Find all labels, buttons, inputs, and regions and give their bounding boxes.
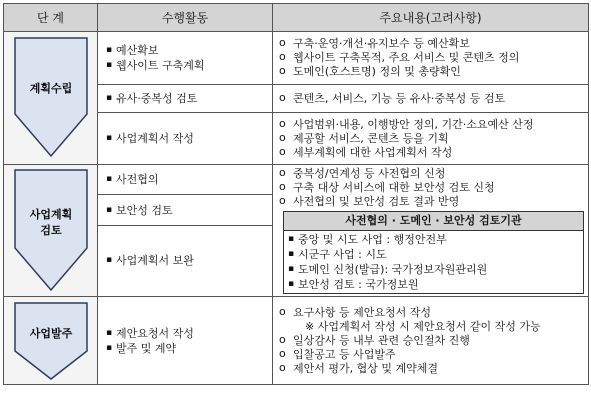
activity-item: ▪ 제안요청서 작성 (102, 326, 272, 341)
review-box-item: ▪ 중앙 및 시도 사업 : 행정안전부 (284, 232, 583, 247)
chevron-down-shape (11, 168, 91, 294)
activity-cell (98, 113, 273, 165)
stage-review (4, 165, 98, 297)
review-box-item: ▪ 시군구 사업 : 시도 (284, 247, 583, 262)
stage-label-line2: 검토 (39, 223, 62, 237)
review-box-title: 사전협의 · 도메인 · 보안성 검토기관 (284, 212, 583, 231)
content-cell (273, 85, 589, 113)
chevron-down-shape (11, 36, 91, 160)
activity-item: ▪ 웹사이트 구축계획 (102, 58, 272, 73)
activity-item: ▪ 발주 및 계약 (102, 341, 272, 356)
content-item: o 구축·운영·개선·유지보수 등 예산확보 (275, 37, 588, 51)
content-item: o 구축 대상 서비스에 대한 보안성 검토 신청 (275, 181, 588, 195)
table-row (4, 165, 589, 195)
content-cell (273, 113, 589, 165)
review-box-item: ▪ 보안성 검토 : 국가정보원 (284, 277, 583, 292)
activity-cell (98, 32, 273, 85)
activity-cell (98, 195, 273, 225)
content-item: o 도메인(호스트명) 정의 및 총량확인 (275, 65, 588, 79)
content-item: o 제안서 평가, 협상 및 계약체결 (275, 362, 588, 376)
content-cell (273, 297, 589, 385)
activity-item: ▪ 사업계획서 보완 (102, 253, 272, 268)
content-cell (273, 32, 589, 85)
table-row (4, 297, 589, 385)
activity-cell (98, 165, 273, 195)
content-item: o 중복성/연계성 등 사전협의 신청 (275, 167, 588, 181)
content-item: o 사전협의 및 보안성 검토 결과 반영 (275, 195, 588, 209)
activity-item: ▪ 예산확보 (102, 43, 272, 58)
stage-label-line1: 사업계획 (29, 207, 72, 221)
content-cell (273, 165, 589, 297)
stage-ordering (4, 297, 98, 385)
activity-cell (98, 85, 273, 113)
content-item: o 제공할 서비스, 콘텐츠 등을 기획 (275, 132, 588, 146)
activity-item: ▪ 사업계획서 작성 (102, 131, 272, 146)
content-note: ※ 사업계획서 작성 시 제안요청서 같이 작성 가능 (305, 319, 541, 333)
header-activity: 수행활동 (98, 4, 273, 32)
stage-label: 사업발주 (29, 326, 72, 340)
activity-item: ▪ 보안성 검토 (102, 203, 272, 218)
content-item: o 사업범위·내용, 이행방안 정의, 기간·소요예산 산정 (275, 118, 588, 132)
stage-planning (4, 32, 98, 165)
header-row (4, 4, 589, 32)
header-stage: 단 계 (4, 4, 98, 32)
process-table (3, 3, 589, 385)
header-content: 주요내용(고려사항) (273, 4, 589, 32)
table-row (4, 32, 589, 85)
review-agency-box (283, 211, 584, 294)
content-item: o 입찰공고 등 사업발주 (275, 348, 588, 362)
content-item: o 일상감사 등 내부 관련 승인절차 진행 (275, 334, 588, 348)
review-box-item: ▪ 도메인 신청(발급): 국가정보자원관리원 (284, 262, 583, 277)
content-item: o 웹사이트 구축목적, 주요 서비스 및 콘텐츠 정의 (275, 51, 588, 65)
chevron-down-shape (11, 301, 91, 381)
content-item: o 세부계획에 대한 사업계획서 작성 (275, 146, 588, 160)
activity-cell (98, 225, 273, 296)
activity-item: ▪ 유사·중복성 검토 (102, 91, 272, 106)
content-item: o 콘텐츠, 서비스, 기능 등 유사·중복성 등 검토 (275, 92, 588, 106)
activity-cell (98, 297, 273, 385)
activity-item: ▪ 사전협의 (102, 172, 272, 187)
stage-label: 계획수립 (29, 82, 72, 95)
content-item: o 요구사항 등 제안요청서 작성 (275, 306, 588, 320)
